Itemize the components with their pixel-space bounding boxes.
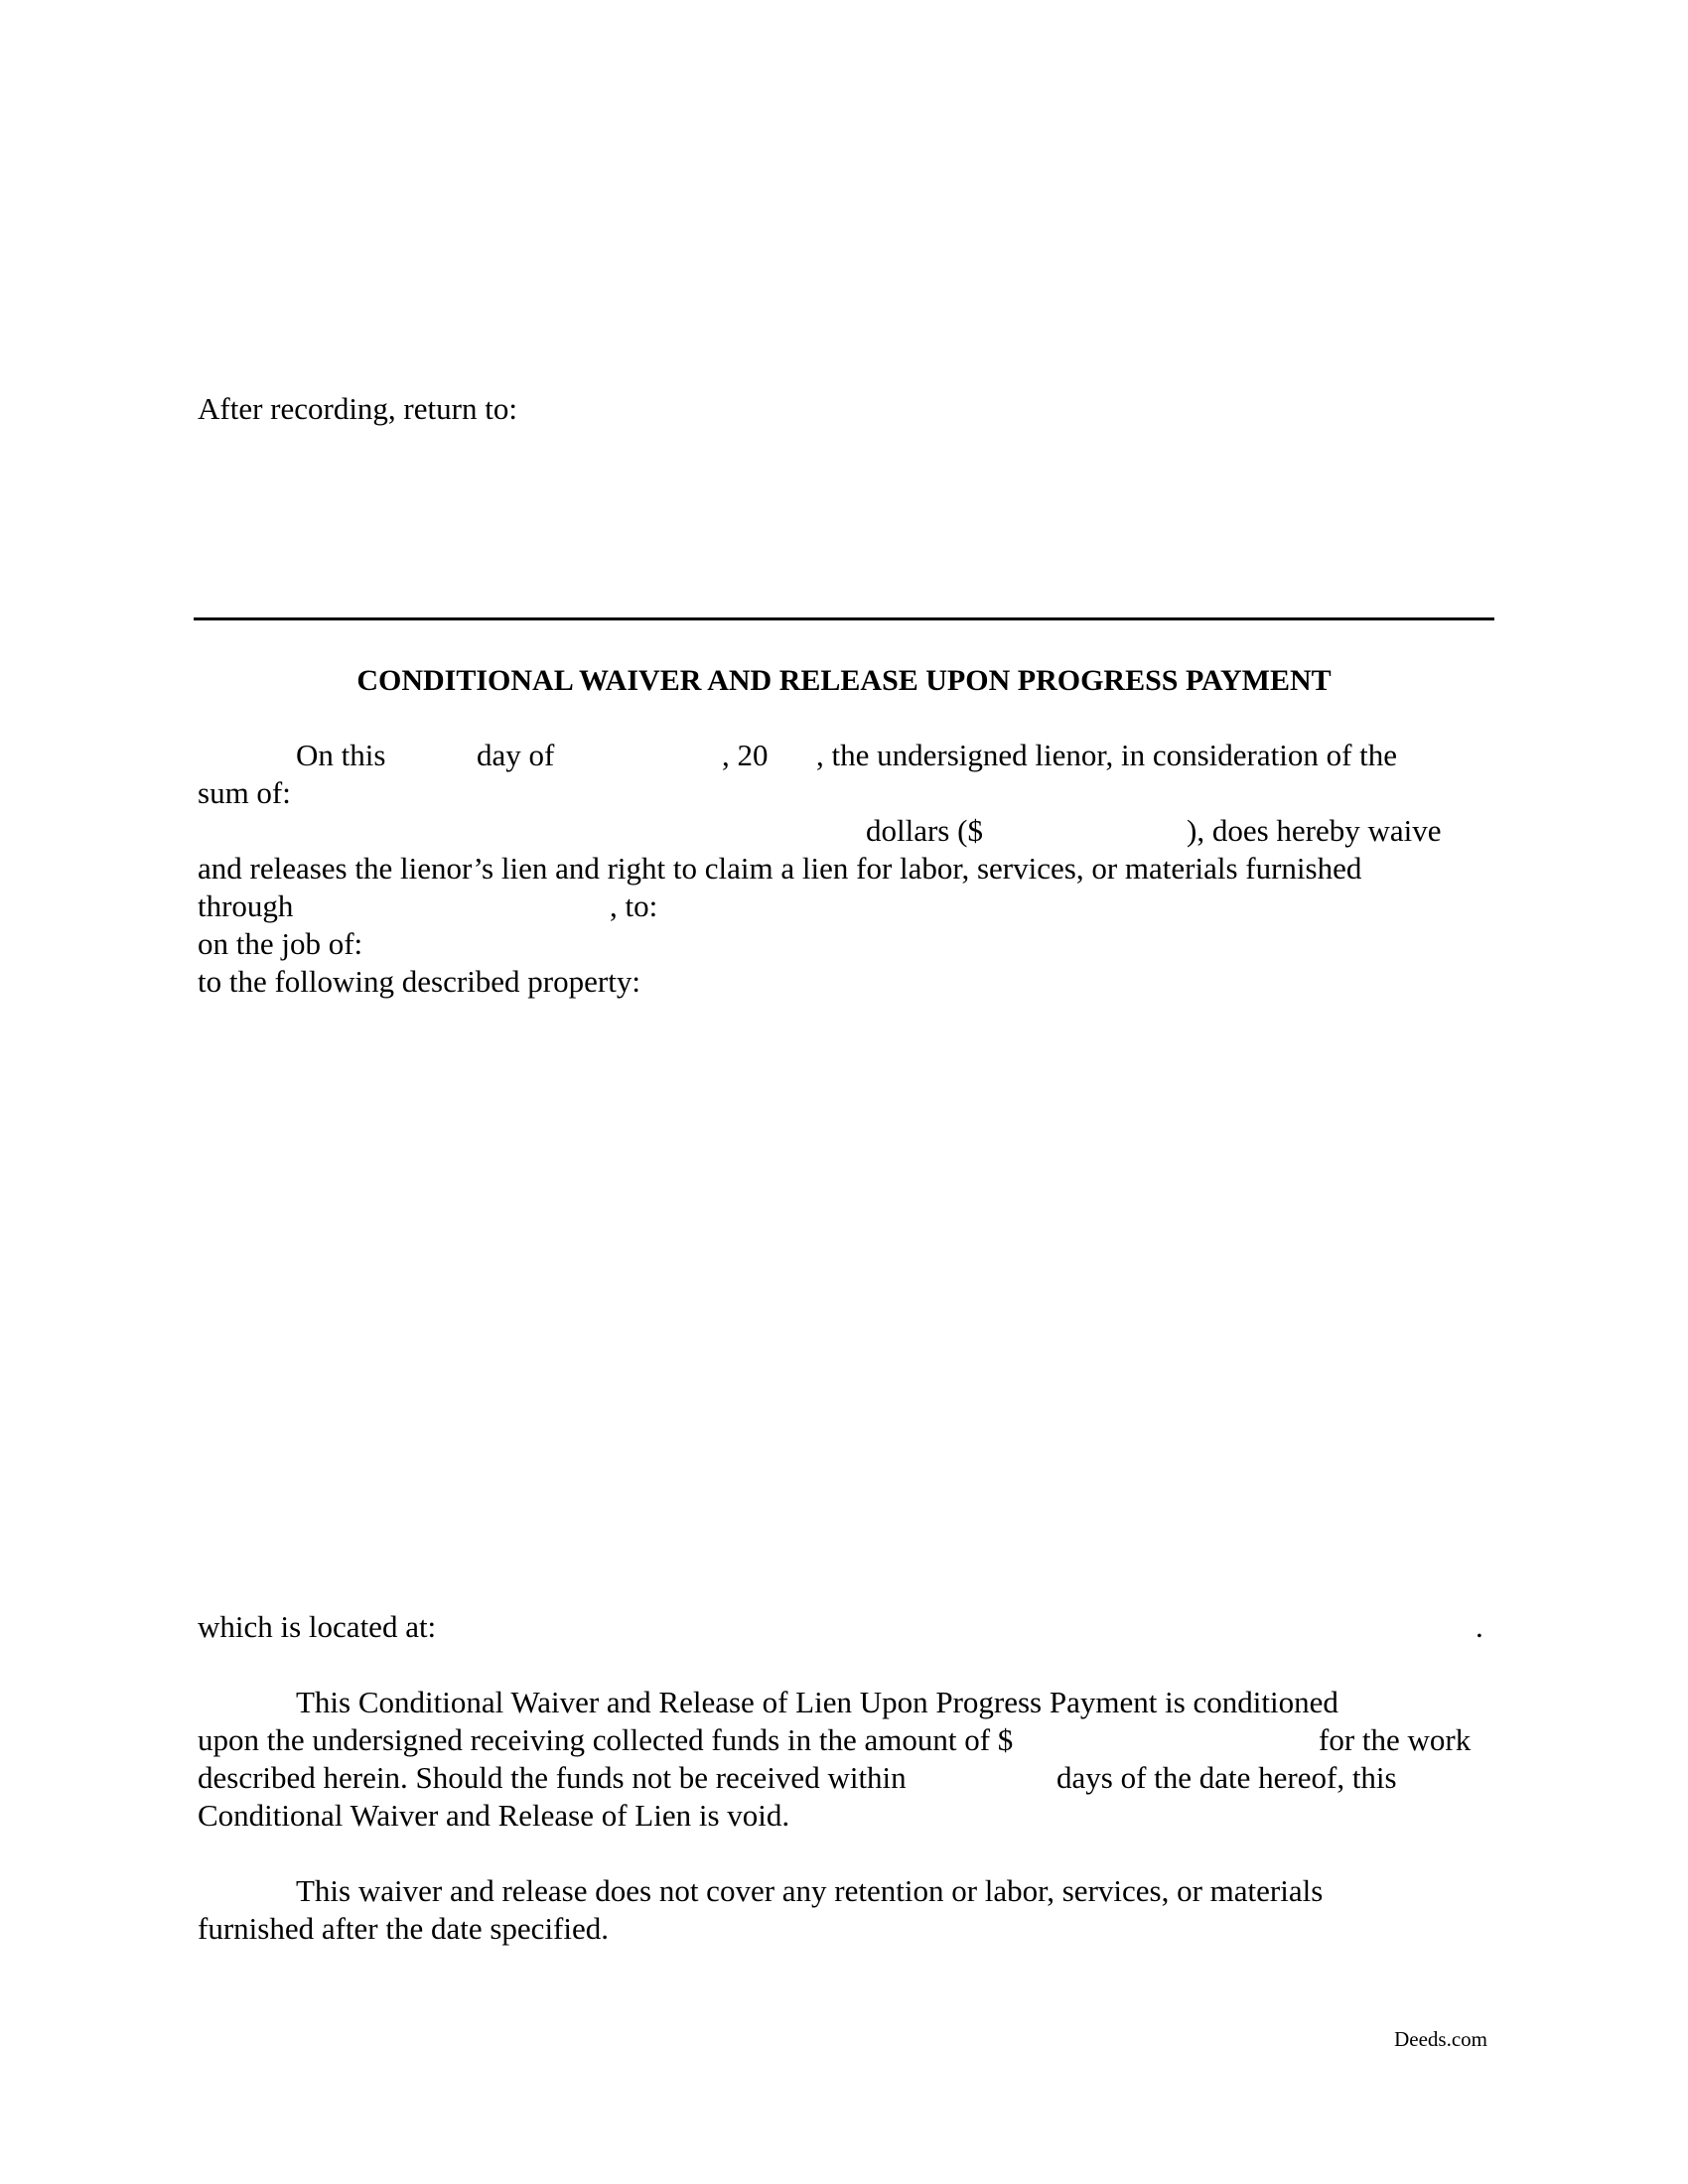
return-to-label: After recording, return to: [198,391,517,426]
condition-line-4: Conditional Waiver and Release of Lien is void. [198,1798,790,1833]
following-property-text: to the following described property: [198,964,640,999]
to-text: , to: [610,888,658,923]
condition-line-3a: described herein. Should the funds not be received within [198,1760,907,1795]
located-at-period: . [1476,1609,1483,1644]
condition-line-3b: days of the date hereof, this [1056,1760,1397,1795]
does-hereby-text: ), does hereby waive [1187,813,1442,848]
retention-line-2: furnished after the date specified. [198,1911,610,1946]
job-of-text: on the job of: [198,926,363,961]
day-of-text: day of [477,738,555,772]
consideration-text: , the undersigned lienor, in consideration of the [816,738,1398,772]
footer-brand: Deeds.com [1394,2027,1487,2051]
releases-line: and releases the lienor’s lien and right to claim a lien for labor, services, or materials furnished [198,851,1362,886]
located-at-text: which is located at: [198,1609,437,1644]
sum-of-text: sum of: [198,775,291,810]
document-title: CONDITIONAL WAIVER AND RELEASE UPON PROGRESS PAYMENT [356,664,1332,697]
on-this-text: On this [296,738,386,772]
condition-line-2a: upon the undersigned receiving collected funds in the amount of $ [198,1722,1014,1757]
retention-line-1: This waiver and release does not cover any retention or labor, services, or materials [296,1873,1324,1908]
dollars-text: dollars ($ [866,813,983,848]
through-text: through [198,888,294,923]
year-prefix-text: , 20 [722,738,769,772]
divider-rule [194,617,1494,620]
condition-line-1: This Conditional Waiver and Release of Lien Upon Progress Payment is conditioned [296,1685,1338,1719]
condition-line-2b: for the work [1319,1722,1472,1757]
